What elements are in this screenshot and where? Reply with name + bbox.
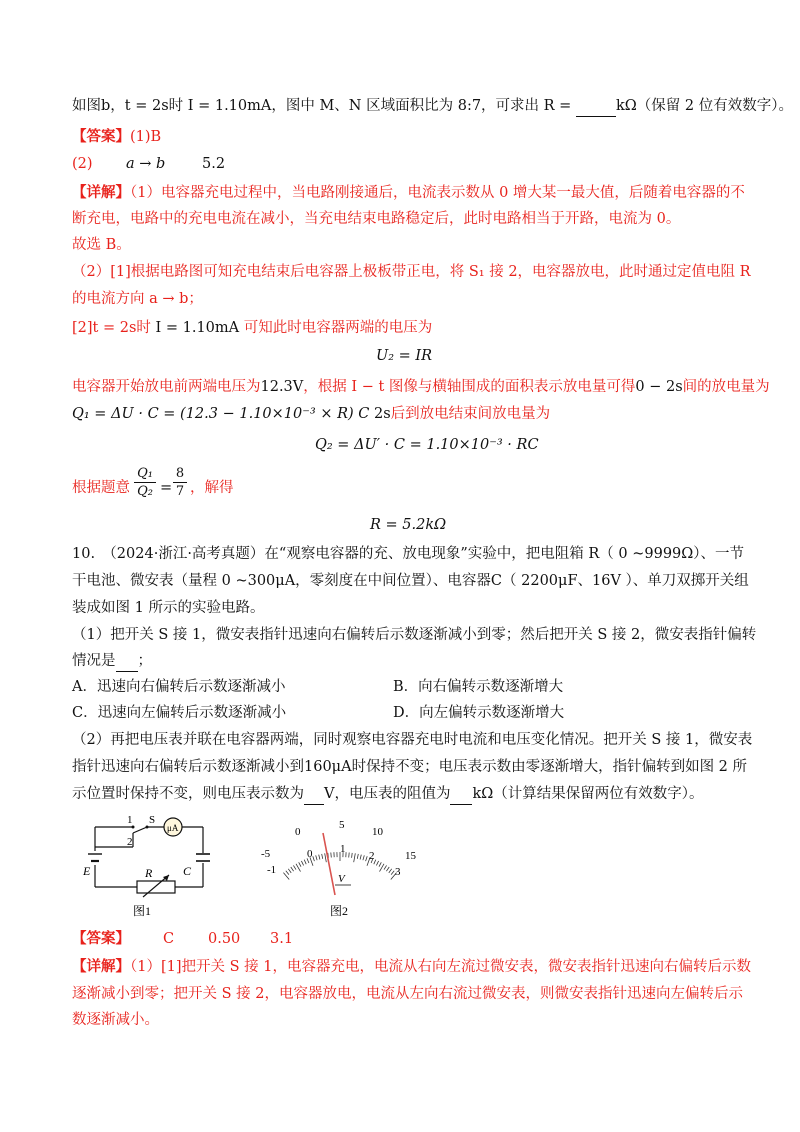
figure-1-caption: 图1 xyxy=(133,904,152,918)
q10-detail-text-1: （1）[1]把开关 S 接 1，电容器充电，电流从右向左流过微安表，微安表指针迅速向右偏转后示数 xyxy=(130,959,751,975)
detail-9a: 根据题意 xyxy=(72,480,130,496)
detail-line-7 xyxy=(72,377,770,397)
equals-sign: = xyxy=(160,480,173,496)
answer-1: (1)B xyxy=(130,129,162,145)
detail-line-8 xyxy=(72,404,550,424)
switch-label: S xyxy=(149,815,156,826)
detail-7a: 电容器开始放电前两端电压为 xyxy=(72,379,261,395)
scale-tick xyxy=(354,853,356,862)
voltage-blank xyxy=(304,784,324,805)
detail-line-2: 断充电，电路中的充电电流在减小，当充电结束电路稳定后，此时电路相当于开路，电流为 0。 xyxy=(72,211,681,227)
answer-2-num: (2) xyxy=(72,156,93,172)
q10-answer-line xyxy=(72,929,130,949)
detail-9b: ，解得 xyxy=(190,480,234,496)
detail-text: （1）电容器充电过程中，当电路刚接通后，电流表示数从 0 增大某一最大值，后随着电容器的不 xyxy=(130,185,745,201)
answer-blank xyxy=(576,96,616,117)
scale-tick xyxy=(325,853,327,862)
answer-2-value: 5.2 xyxy=(202,156,226,172)
outer-scale-labels xyxy=(261,819,417,862)
inner-label-2: 2 xyxy=(369,850,375,862)
detail-line-5: 的电流方向 a → b； xyxy=(72,291,203,307)
scale-tick xyxy=(352,853,353,858)
equation-1: U₂ = IR xyxy=(376,348,433,364)
q10-detail-line-1 xyxy=(72,957,751,977)
scale-tick xyxy=(357,854,358,859)
detail-label: 【详解】 xyxy=(72,184,130,201)
circuit-diagram xyxy=(75,815,215,920)
fraction-q1: Q₁ xyxy=(137,466,153,481)
equation-2: Q₂ = ΔU′ · C = 1.10×10⁻³ · RC xyxy=(315,437,539,453)
voltmeter-needle xyxy=(323,833,335,895)
q10-line-1: 10. （2024·浙江·高考真题）在“观察电容器的充、放电现象”实验中，把电阻箱 R（ 0 ~9999Ω）、一节 xyxy=(72,546,745,562)
outer-label-15: 15 xyxy=(405,850,416,862)
q10-sub1-end: ； xyxy=(137,653,152,669)
detail-6b: 时 xyxy=(136,320,151,336)
scale-tick xyxy=(319,855,320,860)
resistance-blank xyxy=(450,784,472,805)
q10-sub2-line-3 xyxy=(72,784,704,805)
terminal-2-label: 2 xyxy=(127,836,133,848)
scale-tick xyxy=(299,862,301,866)
detail-7c: ，根据 I − t 图像与横轴围成的面积表示放电量可得 xyxy=(303,379,636,395)
scale-tick xyxy=(389,869,392,873)
detail-line-6 xyxy=(72,318,432,338)
fraction-8: 8 xyxy=(175,466,185,481)
outer-label-10: 10 xyxy=(372,826,383,838)
question-tail: kΩ（保留 2 位有效数字）。 xyxy=(615,98,793,114)
q10-sub2-text-b: 160μA xyxy=(304,759,352,775)
scale-tick xyxy=(313,856,315,861)
resistor-label: R xyxy=(145,866,153,880)
scale-tick xyxy=(360,855,361,860)
answer-line-2 xyxy=(72,154,93,174)
fraction-87 xyxy=(173,465,187,500)
scale-tick xyxy=(301,861,303,866)
q10-answer-3: 3.1 xyxy=(270,931,294,947)
fraction-q2: Q₂ xyxy=(134,482,156,500)
detail-line-3: 故选 B。 xyxy=(72,237,131,253)
meter-label: μA xyxy=(167,823,179,833)
scale-tick xyxy=(291,867,294,871)
unit-label: V xyxy=(338,873,345,885)
inner-label-1: 1 xyxy=(340,843,346,855)
fraction-7: 7 xyxy=(173,482,187,500)
detail-7b: 12.3V xyxy=(260,379,304,395)
fraction-q xyxy=(134,465,156,500)
answer-2-direction: a → b xyxy=(126,156,166,172)
question-text: 如图b，t = 2s时 I = 1.10mA，图中 M、N 区域面积比为 8:7，可求出 R = xyxy=(72,98,576,114)
scale-tick xyxy=(304,860,306,865)
detail-8a: Q₁ = ΔU · C = (12.3 − 1.10×10⁻³ × R) C xyxy=(72,406,370,422)
detail-6c: I = 1.10mA xyxy=(150,320,244,336)
q10-sub1-text: 情况是 xyxy=(72,653,116,669)
answer-label: 【答案】 xyxy=(72,128,130,145)
scale-tick xyxy=(386,867,389,871)
capacitor-label: C xyxy=(183,864,192,878)
scale-tick xyxy=(293,865,296,869)
outer-label-0: 0 xyxy=(295,826,301,838)
detail-8c: 后到放电结束间放电量为 xyxy=(390,406,551,422)
option-b: B．向右偏转示数逐渐增大 xyxy=(393,679,564,695)
q10-sub2-text-a: 指针迅速向右偏转后示数逐渐减小到 xyxy=(72,759,304,775)
option-c: C．迅速向左偏转后示数逐渐减小 xyxy=(72,705,287,721)
outer-label-minus5: -5 xyxy=(261,848,271,860)
outer-label-5: 5 xyxy=(339,819,345,831)
terminal-1-label: 1 xyxy=(127,815,133,826)
q10-sub1-blank xyxy=(116,651,138,672)
scale-tick xyxy=(391,871,394,875)
scale-tick xyxy=(349,853,350,858)
inner-label-3: 3 xyxy=(395,866,401,878)
q10-sub2-text-c: 时保持不变；电压表示数由零逐渐增大，指针偏转到如图 2 所 xyxy=(351,759,748,775)
q10-detail-line-2: 逐渐减小到零；把开关 S 接 2，电容器放电，电流从左向右流过微安表，则微安表指针迅速向左偏转后示 xyxy=(72,986,743,1002)
detail-8b: 2s xyxy=(373,406,391,422)
question-line xyxy=(72,96,793,117)
answer-line xyxy=(72,127,161,147)
q10-sub2-text-f: kΩ（计算结果保留两位有效数字）。 xyxy=(472,786,704,802)
detail-7e: 间的放电量为 xyxy=(682,379,770,395)
scale-tick xyxy=(384,865,387,869)
voltmeter-scale xyxy=(255,815,430,920)
scale-tick xyxy=(331,853,332,858)
q10-answer-1: C xyxy=(163,931,175,947)
q10-sub1-line-1: （1）把开关 S 接 1，微安表指针迅速向右偏转后示数逐渐减小到零；然后把开关 S 接 2，微安表指针偏转 xyxy=(72,627,757,643)
scale-tick xyxy=(316,855,317,860)
detail-line-1 xyxy=(72,183,745,203)
q10-sub1-line-2 xyxy=(72,651,152,672)
scale-tick xyxy=(366,856,368,861)
q10-sub2-text-e: V，电压表的阻值为 xyxy=(324,786,451,802)
battery-label: E xyxy=(83,864,91,878)
scale-tick xyxy=(286,871,289,875)
detail-line-4: （2）[1]根据电路图可知充电结束后电容器上极板带正电，将 S₁ 接 2，电容器放电，此时通过定值电阻 R xyxy=(72,264,751,280)
equation-3: R = 5.2kΩ xyxy=(370,517,447,533)
option-a: A．迅速向右偏转后示数逐渐减小 xyxy=(72,679,286,695)
q10-sub2-line-1: （2）再把电压表并联在电容器两端，同时观察电容器充电时电流和电压变化情况。把开关 S 接 1，微安表 xyxy=(72,732,753,748)
scale-tick xyxy=(363,855,364,860)
detail-6a: [2]t = 2s xyxy=(72,320,137,336)
scale-tick xyxy=(288,869,291,873)
detail-7d: 0 − 2s xyxy=(635,379,683,395)
option-d: D．向左偏转示数逐渐增大 xyxy=(393,705,565,721)
scale-tick xyxy=(376,861,378,866)
q10-line-2: 干电池、微安表（量程 0 ~300μA，零刻度在中间位置）、电容器C（ 2200μF、16V ）、单刀双掷开关组 xyxy=(72,573,749,589)
scale-tick xyxy=(379,862,381,866)
q10-detail-line-3: 数逐渐减小。 xyxy=(72,1012,159,1028)
q10-answer-2: 0.50 xyxy=(208,931,241,947)
q10-sub2-text-d: 示位置时保持不变，则电压表示数为 xyxy=(72,786,304,802)
q10-line-3: 装成如图 1 所示的实验电路。 xyxy=(72,600,265,616)
inner-label-minus1: -1 xyxy=(267,864,277,876)
scale-tick xyxy=(322,854,323,859)
inner-label-0: 0 xyxy=(307,848,313,860)
figure-2-caption: 图2 xyxy=(330,904,349,918)
q10-answer-label: 【答案】 xyxy=(72,930,130,947)
detail-6d: 可知此时电容器两端的电压为 xyxy=(243,320,433,336)
q10-sub2-line-2 xyxy=(72,757,747,777)
q10-detail-label: 【详解】 xyxy=(72,958,130,975)
